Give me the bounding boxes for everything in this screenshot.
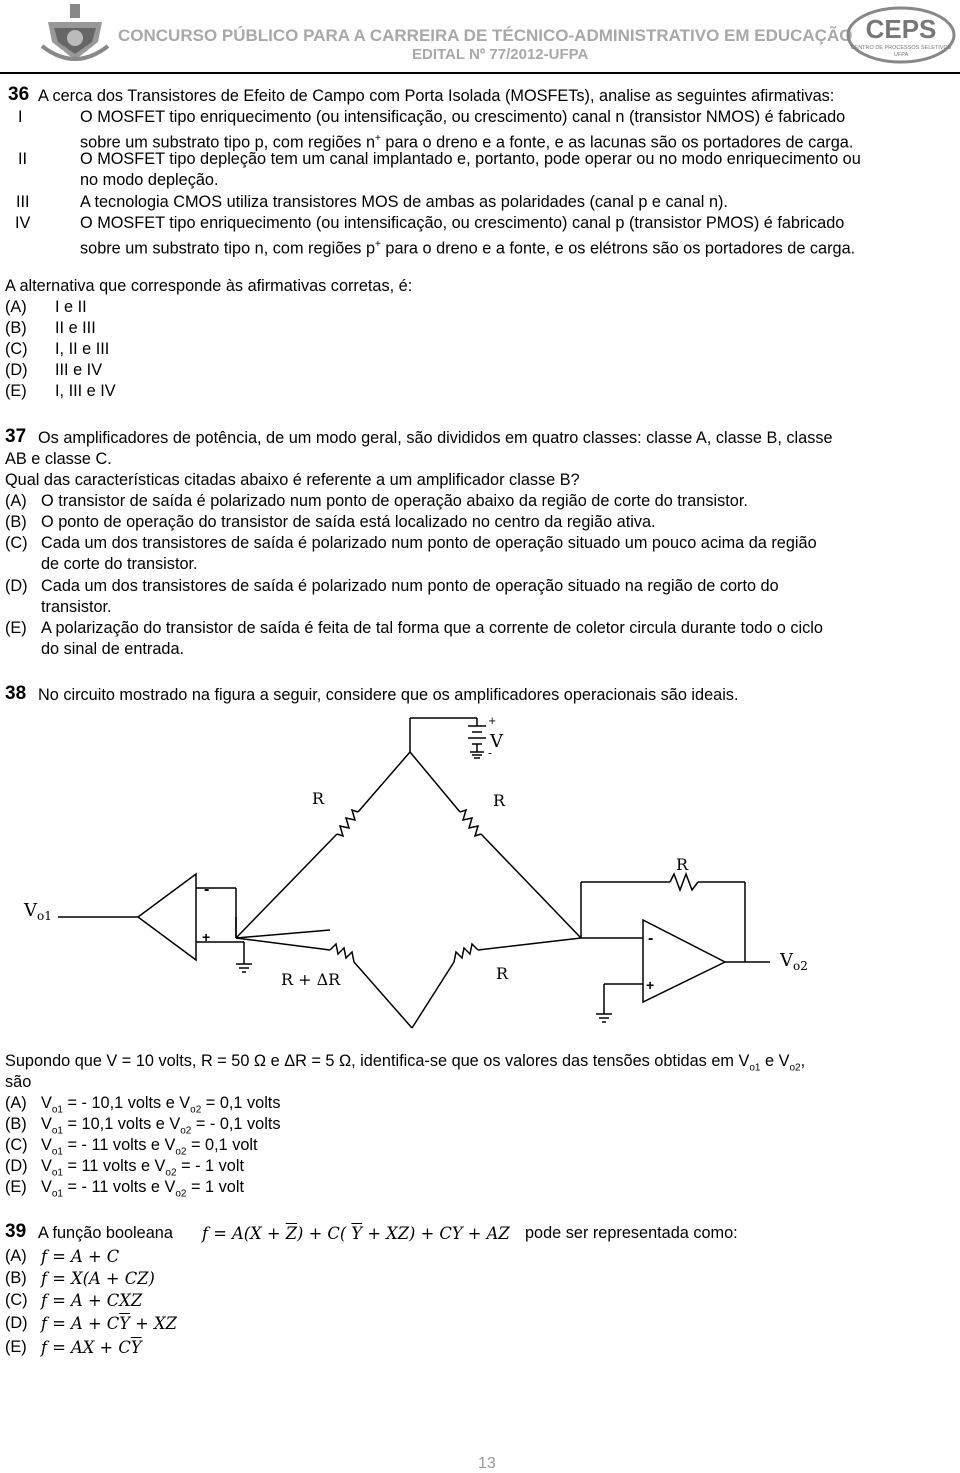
q39-option-c: (C) f = A + CXZ [5, 1291, 143, 1310]
header-edital: EDITAL Nº 77/2012-UFPA [412, 46, 589, 63]
page-header [0, 0, 960, 70]
q36-item-1-line2: sobre um substrato tipo p, com regiões n+ para o dreno e a fonte, e as lacunas são os portadores de carga. [80, 133, 854, 152]
ceps-logo-sub1: CENTRO DE PROCESSOS SELETIVOS [850, 45, 952, 51]
r-top-right-label: R [493, 791, 506, 810]
q38-option-a: (A) $V_{o1}$ = - 10,1 volts e $V_{o2} = 0,1$ volts [5, 1094, 281, 1116]
q37-option-b: (B) O ponto de operação do transistor de saída está localizado no centro da região ativa. [5, 513, 656, 531]
r-bottom-left-label: R + ΔR [281, 970, 341, 989]
opamp1-plus: + [202, 929, 211, 945]
q38-circuit-diagram [0, 712, 960, 1032]
supply-v-label: V [490, 731, 503, 752]
question-36-number: 36 [8, 84, 30, 105]
supply-plus-label: + [488, 716, 497, 727]
q39-option-a: (A) f = A + C [5, 1247, 120, 1266]
r-top-left-label: R [312, 789, 325, 808]
question-37-number: 37 [5, 426, 27, 447]
q37-line1: Os amplificadores de potência, de um modo geral, são divididos em quatro classes: classe A, classe B, classe [38, 429, 833, 447]
q38-option-e: (E) $V_{o1}$ = - 11 volts e $V_{o2} = 1$ volt [5, 1178, 244, 1200]
q36-prompt: A alternativa que corresponde às afirmativas corretas, é: [5, 277, 413, 295]
q37-line3: Qual das características citadas abaixo é referente a um amplificador classe B? [5, 471, 580, 489]
q39-option-b: (B) f = X(A + CZ) [5, 1269, 155, 1288]
question-39-number: 39 [5, 1221, 27, 1242]
q38-given: Supondo que V = 10 volts, R = 50 Ω e ΔR = 5 Ω, identifica-se que os valores das tensões obtidas em $V_{o1}$ e $V_{o2}$, [5, 1052, 806, 1074]
q39-intro-b: pode ser representada como: [525, 1224, 738, 1242]
q36-intro: A cerca dos Transistores de Efeito de Campo com Porta Isolada (MOSFETs), analise as seguintes afirmativas: [38, 87, 835, 105]
q39-intro-a: A função booleana [38, 1224, 173, 1242]
vo2-label: $V_{o2}$ [780, 950, 808, 973]
r-feedback-label: R [676, 855, 689, 874]
q37-option-d: (D) Cada um dos transistores de saída é polarizado num ponto de operação situado na região de corto do [5, 577, 779, 595]
supply-minus-label: - [488, 746, 493, 760]
q36-item-2-line1: O MOSFET tipo depleção tem um canal implantado e, portanto, pode operar ou no modo enriquecimento ou [80, 150, 861, 168]
r-bottom-right-label: R [496, 964, 509, 983]
q38-option-c: (C) $V_{o1}$ = - 11 volts e $V_{o2} = 0,1$ volt [5, 1136, 258, 1158]
opamp1-minus: - [204, 881, 210, 898]
q38-given-line2: são [5, 1073, 32, 1091]
q39-function-expression: $f = A(X + \overline{Z}) + C$( $\overline{Y} + XZ$) + CY + AZ [202, 1224, 510, 1243]
q38-option-b: (B) $V_{o1} = 10,1$ volts e $V_{o2}$ = - 0,1 volts [5, 1115, 281, 1137]
ceps-logo-sub2: UFPA [893, 52, 909, 58]
q37-option-e-line2: do sinal de entrada. [41, 640, 185, 658]
q36-option-a: (A) I e II [5, 298, 87, 316]
header-title: CONCURSO PÚBLICO PARA A CARREIRA DE TÉCNICO-ADMINISTRATIVO EM EDUCAÇÃO [118, 26, 853, 45]
q39-option-e: (E) f = AX + $C\overline{Y}$ [5, 1338, 142, 1357]
q37-line2: AB e classe C. [5, 450, 112, 468]
header-divider [0, 72, 960, 74]
q36-item-2-line2: no modo depleção. [80, 171, 219, 189]
q36-option-e: (E) I, III e IV [5, 382, 116, 400]
opamp2-plus: + [646, 977, 655, 993]
page-number: 13 [478, 1455, 496, 1472]
q37-option-c: (C) Cada um dos transistores de saída é polarizado num ponto de operação situado um pouco acima da região [5, 534, 817, 552]
q38-option-d: (D) $V_{o1} = 11$ volts e $V_{o2}$ = - 1 volt [5, 1157, 244, 1179]
opamp2-minus: - [648, 930, 654, 947]
q36-item-3-line1: A tecnologia CMOS utiliza transistores MOS de ambas as polaridades (canal p e canal n). [80, 193, 728, 211]
q36-item-label: III [16, 193, 30, 211]
ufpa-logo-icon [40, 2, 110, 66]
q37-option-e: (E) A polarização do transistor de saída é feita de tal forma que a corrente de coletor circula durante todo o ciclo [5, 619, 823, 637]
q39-option-d: (D) $f = A + C\overline{Y}$ + XZ [5, 1314, 177, 1333]
q36-option-d: (D) III e IV [5, 361, 103, 379]
q36-option-c: (C) I, II e III [5, 340, 110, 358]
q37-option-a: (A) O transistor de saída é polarizado num ponto de operação abaixo da região de corte do transistor. [5, 492, 748, 510]
ceps-logo-text: CEPS [865, 14, 937, 44]
q36-item-4-line1: O MOSFET tipo enriquecimento (ou intensificação, ou crescimento) canal p (transistor PMOS) é fabricado [80, 214, 845, 232]
ceps-logo-icon [846, 6, 956, 64]
q36-option-b: (B) II e III [5, 319, 96, 337]
vo1-label: $V_{o1}$ [24, 900, 52, 923]
q37-option-c-line2: de corte do transistor. [41, 555, 198, 573]
q36-item-label: IV [15, 214, 31, 232]
q36-item-label: II [18, 150, 28, 168]
q36-item-4-line2: sobre um substrato tipo n, com regiões p+ para o dreno e a fonte, e os elétrons são os portadores de carga. [80, 239, 856, 258]
q38-intro: No circuito mostrado na figura a seguir, considere que os amplificadores operacionais são ideais. [38, 686, 739, 704]
q36-item-label: I [18, 108, 23, 126]
question-38-number: 38 [5, 683, 27, 704]
q36-item-1-line1: O MOSFET tipo enriquecimento (ou intensificação, ou crescimento) canal n (transistor NMOS) é fabricado [80, 108, 846, 126]
q37-option-d-line2: transistor. [41, 598, 112, 616]
